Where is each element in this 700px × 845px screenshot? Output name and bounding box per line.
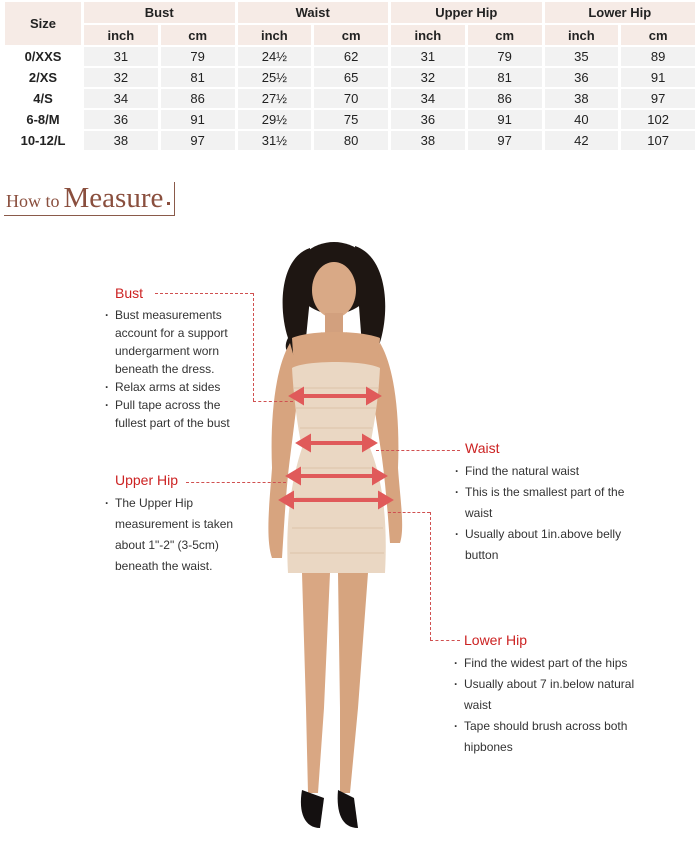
lower-hip-point: · Usually about 7 in.below natural waist <box>454 674 644 716</box>
unit-header: inch <box>238 25 312 45</box>
unit-header: cm <box>314 25 388 45</box>
measurement-cell: 97 <box>161 131 235 150</box>
unit-header: cm <box>621 25 695 45</box>
unit-header: cm <box>468 25 542 45</box>
waist-connector <box>376 450 460 451</box>
measurement-cell: 25½ <box>238 68 312 87</box>
measurement-cell: 32 <box>391 68 465 87</box>
bust-point: · Bust measurements account for a support undergarment worn beneath the dress. <box>105 306 245 378</box>
neck-shape <box>325 313 343 335</box>
size-table <box>2 0 698 152</box>
table-group-header-row <box>5 2 695 23</box>
face-shape <box>312 262 356 318</box>
lower-hip-point: · Tape should brush across both hipbones <box>454 716 644 758</box>
measurement-cell: 62 <box>314 47 388 66</box>
waist-point: · Usually about 1in.above belly button <box>455 524 635 566</box>
measurement-cell: 42 <box>545 131 619 150</box>
waist-points <box>455 461 635 566</box>
bust-note <box>105 284 245 432</box>
measurement-cell: 31 <box>84 47 158 66</box>
model-illustration <box>250 238 420 838</box>
measurement-cell: 36 <box>84 110 158 129</box>
unit-header: cm <box>161 25 235 45</box>
measurement-cell: 27½ <box>238 89 312 108</box>
measurement-cell: 80 <box>314 131 388 150</box>
measurement-cell: 36 <box>391 110 465 129</box>
lower-hip-points <box>454 653 644 758</box>
measurement-cell: 91 <box>468 110 542 129</box>
measurement-cell: 29½ <box>238 110 312 129</box>
measurement-cell: 34 <box>84 89 158 108</box>
measurement-cell: 35 <box>545 47 619 66</box>
title-dot <box>167 202 170 205</box>
measurement-cell: 24½ <box>238 47 312 66</box>
waist-note <box>455 439 635 566</box>
size-cell: 0/XXS <box>5 47 81 66</box>
measurement-cell: 97 <box>468 131 542 150</box>
table-row <box>5 47 695 66</box>
group-header-lower-hip: Lower Hip <box>545 2 696 23</box>
size-cell: 6-8/M <box>5 110 81 129</box>
shoe-shape <box>301 790 324 828</box>
measurement-cell: 31½ <box>238 131 312 150</box>
measurement-cell: 79 <box>468 47 542 66</box>
upper-hip-point: · The Upper Hip measurement is taken about 1"-2" (3-5cm) beneath the waist. <box>105 493 235 577</box>
size-cell: 4/S <box>5 89 81 108</box>
waist-point: · Find the natural waist <box>455 461 635 482</box>
unit-header: inch <box>391 25 465 45</box>
size-cell: 10-12/L <box>5 131 81 150</box>
measurement-cell: 40 <box>545 110 619 129</box>
measurement-cell: 38 <box>545 89 619 108</box>
waist-point: · This is the smallest part of the waist <box>455 482 635 524</box>
bust-connector <box>253 401 293 402</box>
measurement-cell: 31 <box>391 47 465 66</box>
bust-connector <box>253 293 254 401</box>
leg-shape <box>302 573 330 793</box>
lower-hip-connector <box>388 512 430 513</box>
measurement-cell: 97 <box>621 89 695 108</box>
lower-hip-connector <box>430 512 431 640</box>
measurement-cell: 89 <box>621 47 695 66</box>
upper-hip-note <box>105 471 235 577</box>
shoe-shape <box>338 790 358 828</box>
measurement-cell: 38 <box>84 131 158 150</box>
table-unit-header-row <box>5 25 695 45</box>
size-cell: 2/XS <box>5 68 81 87</box>
bust-point: · Relax arms at sides <box>105 378 245 396</box>
bust-point: · Pull tape across the fullest part of the bust <box>105 396 245 432</box>
measurement-cell: 102 <box>621 110 695 129</box>
size-table-body <box>5 47 695 150</box>
lower-hip-point: · Find the widest part of the hips <box>454 653 644 674</box>
measurement-cell: 107 <box>621 131 695 150</box>
measurement-cell: 91 <box>621 68 695 87</box>
table-row <box>5 131 695 150</box>
measurement-cell: 79 <box>161 47 235 66</box>
table-row <box>5 68 695 87</box>
bust-points <box>105 306 245 432</box>
table-row <box>5 110 695 129</box>
measurement-cell: 65 <box>314 68 388 87</box>
unit-header: inch <box>84 25 158 45</box>
group-header-upper-hip: Upper Hip <box>391 2 542 23</box>
bust-heading: Bust <box>115 285 144 301</box>
title-box <box>4 182 175 216</box>
group-header-bust: Bust <box>84 2 235 23</box>
measurement-cell: 81 <box>468 68 542 87</box>
table-row <box>5 89 695 108</box>
upper-hip-heading: Upper Hip <box>115 472 179 488</box>
measurement-cell: 70 <box>314 89 388 108</box>
measurement-cell: 81 <box>161 68 235 87</box>
measurement-cell: 32 <box>84 68 158 87</box>
measurement-cell: 38 <box>391 131 465 150</box>
title-big-text: Measure <box>63 182 164 214</box>
how-to-measure-title <box>4 182 175 214</box>
lower-hip-heading: Lower Hip <box>464 632 528 648</box>
waist-heading: Waist <box>465 440 500 456</box>
unit-header: inch <box>545 25 619 45</box>
measurement-cell: 91 <box>161 110 235 129</box>
leg-shape <box>338 573 368 793</box>
measurement-cell: 34 <box>391 89 465 108</box>
measurement-cell: 86 <box>468 89 542 108</box>
measurement-cell: 75 <box>314 110 388 129</box>
upper-hip-points <box>105 493 235 577</box>
title-small-text: How to <box>6 191 60 211</box>
lower-hip-note <box>454 631 644 758</box>
measurement-cell: 86 <box>161 89 235 108</box>
size-column-header: Size <box>5 2 81 45</box>
group-header-waist: Waist <box>238 2 389 23</box>
measurement-cell: 36 <box>545 68 619 87</box>
